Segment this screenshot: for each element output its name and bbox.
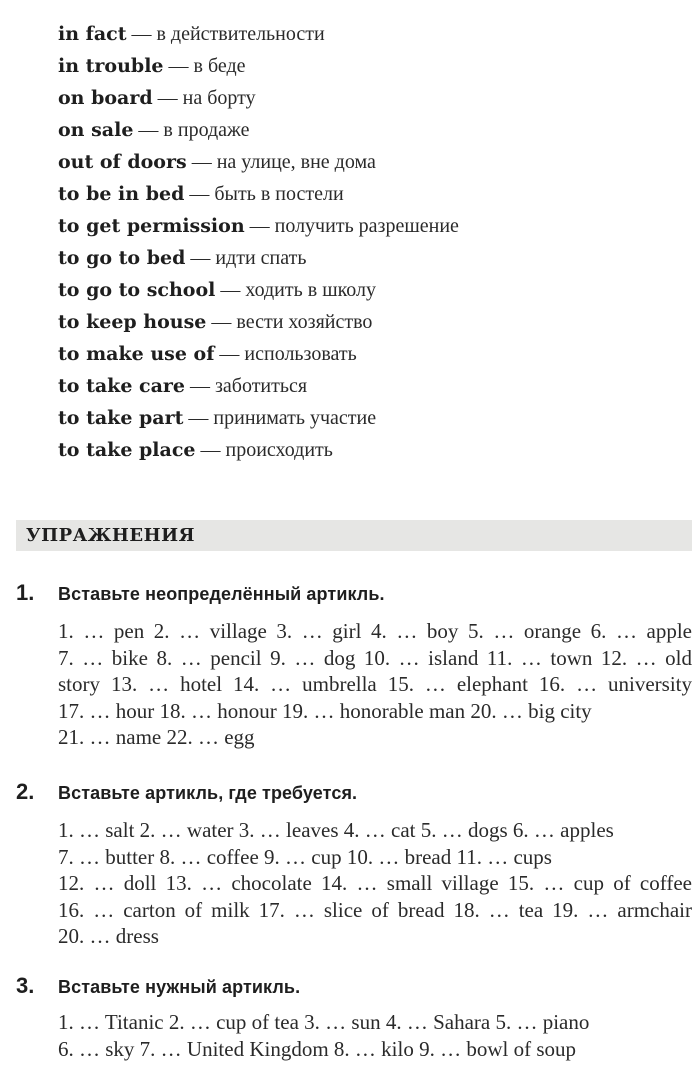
phrase-english: to keep house (58, 311, 207, 333)
section-title: УПРАЖНЕНИЯ (26, 525, 196, 546)
dash: — (138, 119, 159, 141)
phrase-dash (185, 247, 215, 269)
phrase-dash (245, 215, 275, 237)
dash: — (219, 343, 240, 365)
phrase-item (58, 434, 678, 466)
exercise-number: 3. (16, 973, 35, 998)
exercise-body (58, 817, 692, 950)
exercise-line: 16. … carton of milk 17. … slice of bread 18. … tea 19. … armchair (58, 897, 692, 922)
phrase-english: on board (58, 87, 153, 109)
dash: — (188, 407, 209, 429)
exercise-2 (16, 777, 692, 950)
phrase-english: to be in bed (58, 183, 185, 205)
phrase-item (58, 274, 678, 306)
dash: — (249, 215, 270, 237)
dash: — (200, 439, 221, 461)
phrase-russian: заботиться (215, 375, 308, 397)
exercise-1 (16, 578, 692, 751)
phrase-english: to go to school (58, 279, 216, 301)
phrase-dash (206, 311, 236, 333)
exercise-line: 20. … dress (58, 924, 159, 948)
phrase-item (58, 82, 678, 114)
dash: — (211, 311, 232, 333)
exercise-line: 12. … doll 13. … chocolate 14. … small village 15. … cup of coffee (58, 871, 692, 895)
dash: — (220, 279, 241, 301)
exercise-line: 1. … Titanic 2. … cup of tea 3. … sun 4. … Sahara 5. … piano (58, 1010, 590, 1034)
exercise-3 (16, 971, 692, 1062)
phrase-item (58, 178, 678, 210)
phrase-english: to go to bed (58, 247, 186, 269)
exercise-line: 17. … hour 18. … honour 19. … honorable man 20. … big city (58, 698, 592, 723)
phrase-russian: ходить в школу (245, 279, 377, 301)
exercise-heading (16, 777, 692, 807)
exercise-title: Вставьте нужный артикль. (58, 977, 301, 997)
phrase-item (58, 210, 678, 242)
phrase-english: on sale (58, 119, 134, 141)
exercise-title: Вставьте артикль, где требуется. (58, 783, 358, 803)
exercise-number: 2. (16, 779, 35, 804)
phrase-english: to get permission (58, 215, 245, 237)
phrase-english: out of doors (58, 151, 187, 173)
phrase-russian: идти спать (215, 247, 307, 269)
phrase-dash (215, 279, 245, 301)
phrase-english: to take place (58, 439, 196, 461)
exercise-heading (16, 578, 692, 608)
phrase-russian: в действительности (156, 23, 325, 45)
phrase-dash (184, 183, 214, 205)
exercise-title: Вставьте неопределённый артикль. (58, 584, 385, 604)
phrase-russian: на борту (182, 87, 256, 109)
phrase-item (58, 370, 678, 402)
exercise-line: 1. … pen 2. … village 3. … girl 4. … boy 5. … orange 6. … apple (58, 619, 692, 643)
phrase-dash (164, 55, 194, 77)
phrase-dash (183, 407, 213, 429)
phrase-dash (153, 87, 183, 109)
phrase-dash (187, 151, 217, 173)
phrase-russian: получить разрешение (274, 215, 459, 237)
dash: — (189, 183, 210, 205)
phrase-dash (185, 375, 215, 397)
exercise-number: 1. (16, 580, 35, 605)
phrase-english: in fact (58, 23, 127, 45)
dash: — (191, 151, 212, 173)
phrase-russian: в беде (193, 55, 246, 77)
phrase-item (58, 242, 678, 274)
phrase-russian: в продаже (163, 119, 250, 141)
exercise-body (58, 618, 692, 751)
phrase-english: to take part (58, 407, 184, 429)
phrase-list (58, 18, 678, 466)
phrase-russian: принимать участие (213, 407, 377, 429)
phrase-dash (133, 119, 163, 141)
exercise-line: 7. … butter 8. … coffee 9. … cup 10. … bread 11. … cups (58, 844, 552, 869)
exercise-line: 6. … sky 7. … United Kingdom 8. … kilo 9. … bowl of soup (58, 1036, 576, 1061)
phrase-item (58, 50, 678, 82)
dash: — (131, 23, 152, 45)
phrase-english: to make use of (58, 343, 215, 365)
phrase-russian: происходить (225, 439, 333, 461)
dash: — (168, 55, 189, 77)
dash: — (157, 87, 178, 109)
phrase-russian: на улице, вне дома (216, 151, 376, 173)
exercise-line: 7. … bike 8. … pencil 9. … dog 10. … island 11. … town 12. … old (58, 645, 692, 670)
phrase-item (58, 306, 678, 338)
exercise-line: 1. … salt 2. … water 3. … leaves 4. … cat 5. … dogs 6. … apples (58, 818, 614, 842)
phrase-english: to take care (58, 375, 185, 397)
phrase-dash (214, 343, 244, 365)
dash: — (190, 247, 211, 269)
phrase-item (58, 114, 678, 146)
phrase-russian: вести хозяйство (236, 311, 373, 333)
exercise-body (58, 1009, 692, 1062)
phrase-dash (196, 439, 226, 461)
phrase-item (58, 338, 678, 370)
exercise-line: 21. … name 22. … egg (58, 725, 255, 749)
phrase-item (58, 146, 678, 178)
phrase-dash (126, 23, 156, 45)
phrase-item (58, 402, 678, 434)
section-header-bar (16, 520, 692, 551)
phrase-item (58, 18, 678, 50)
dash: — (190, 375, 210, 397)
phrase-english: in trouble (58, 55, 164, 77)
exercise-line: story 13. … hotel 14. … umbrella 15. … elephant 16. … university (58, 672, 692, 696)
phrase-russian: использовать (244, 343, 357, 365)
exercise-heading (16, 971, 692, 1001)
phrase-russian: быть в постели (214, 183, 344, 205)
